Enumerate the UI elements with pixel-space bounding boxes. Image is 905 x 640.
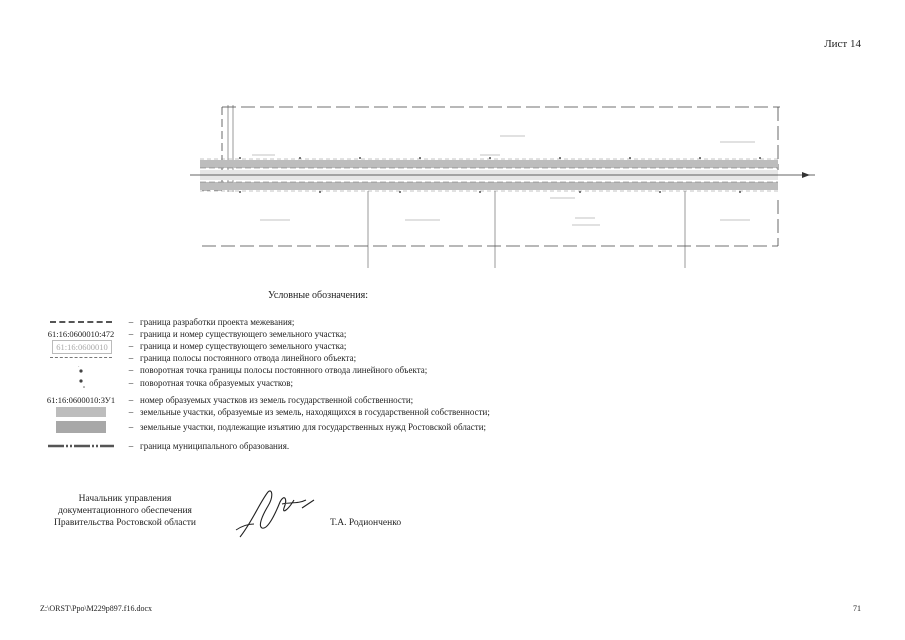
signatory-name: Т.А. Родионченко bbox=[330, 518, 402, 528]
legend-description: граница разработки проекта межевания; bbox=[140, 317, 295, 327]
legend-description: поворотная точка образуемых участков; bbox=[140, 378, 294, 388]
cadastral-plan-drawing bbox=[180, 80, 830, 275]
legend-dash: – bbox=[128, 422, 134, 432]
legend-row bbox=[40, 352, 600, 364]
legend-dash: – bbox=[128, 441, 134, 451]
legend-description: поворотная точка границы полосы постоянного отвода линейного объекта; bbox=[140, 365, 428, 375]
point-icon bbox=[40, 377, 122, 389]
handwritten-signature bbox=[232, 482, 322, 542]
legend-row bbox=[40, 377, 600, 389]
legend-description: номер образуемых участков из земель государственной собственности; bbox=[140, 395, 414, 405]
svg-text:·: · bbox=[78, 365, 80, 370]
legend-description: граница муниципального образования. bbox=[140, 441, 290, 451]
legend-dash: – bbox=[128, 353, 134, 363]
legend-dash: – bbox=[128, 395, 134, 405]
legend-row bbox=[40, 440, 600, 452]
legend-description: граница и номер существующего земельного участка; bbox=[140, 329, 347, 339]
legend-row bbox=[40, 364, 600, 376]
legend-symbol-seized-parcels bbox=[40, 421, 122, 433]
boundary-line-icon bbox=[40, 440, 122, 452]
legend-symbol-project-boundary bbox=[40, 316, 122, 328]
legend-dash: – bbox=[128, 365, 134, 375]
legend-description: земельные участки, образуемые из земель, находящихся в государственной собственности; bbox=[140, 407, 490, 417]
signatory-title-line1: Начальник управления bbox=[78, 494, 172, 504]
legend-dash: – bbox=[128, 407, 134, 417]
footer-file-path: Z:\ORST\Ppo\M229p897.f16.docx bbox=[40, 604, 153, 613]
legend-symbol-turning-point-strip bbox=[40, 364, 122, 376]
legend-symbol-new-parcel-number: 61:16:0600010:ЗУ1 bbox=[46, 395, 116, 405]
legend-dash: – bbox=[128, 378, 134, 388]
legend-symbol-existing-parcel: 61:16:0600010:472 bbox=[47, 329, 115, 339]
legend-dash: – bbox=[128, 341, 134, 351]
signatory-title-line2: документационного обеспечения bbox=[58, 506, 192, 516]
legend-dash: – bbox=[128, 329, 134, 339]
legend-row bbox=[40, 421, 600, 433]
legend-symbol-allotment-strip bbox=[40, 352, 122, 364]
legend-description: граница и номер существующего земельного участка; bbox=[140, 341, 347, 351]
legend-description: земельные участки, подлежащие изъятию для государственных нужд Ростовской области; bbox=[140, 422, 487, 432]
legend-symbol-turning-point-parcel bbox=[40, 377, 122, 389]
legend-row bbox=[40, 316, 600, 328]
legend-description: граница полосы постоянного отвода линейного объекта; bbox=[140, 353, 357, 363]
legend-row bbox=[40, 328, 600, 340]
sheet-label: Лист 14 bbox=[824, 38, 861, 50]
legend-row bbox=[40, 340, 600, 352]
page-number: 71 bbox=[853, 604, 861, 613]
legend-row bbox=[40, 406, 600, 418]
legend-symbol-municipal-boundary bbox=[40, 440, 122, 452]
legend-dash: – bbox=[128, 317, 134, 327]
signature-title-block bbox=[30, 493, 220, 529]
legend-symbol-state-parcels bbox=[40, 406, 122, 418]
legend-title: Условные обозначения: bbox=[268, 290, 369, 301]
point-icon bbox=[40, 364, 122, 376]
legend-symbol-existing-parcel-faint: 61:16:0600010 bbox=[52, 340, 112, 354]
legend-row bbox=[40, 394, 600, 406]
signatory-title-line3: Правительства Ростовской области bbox=[54, 518, 196, 528]
